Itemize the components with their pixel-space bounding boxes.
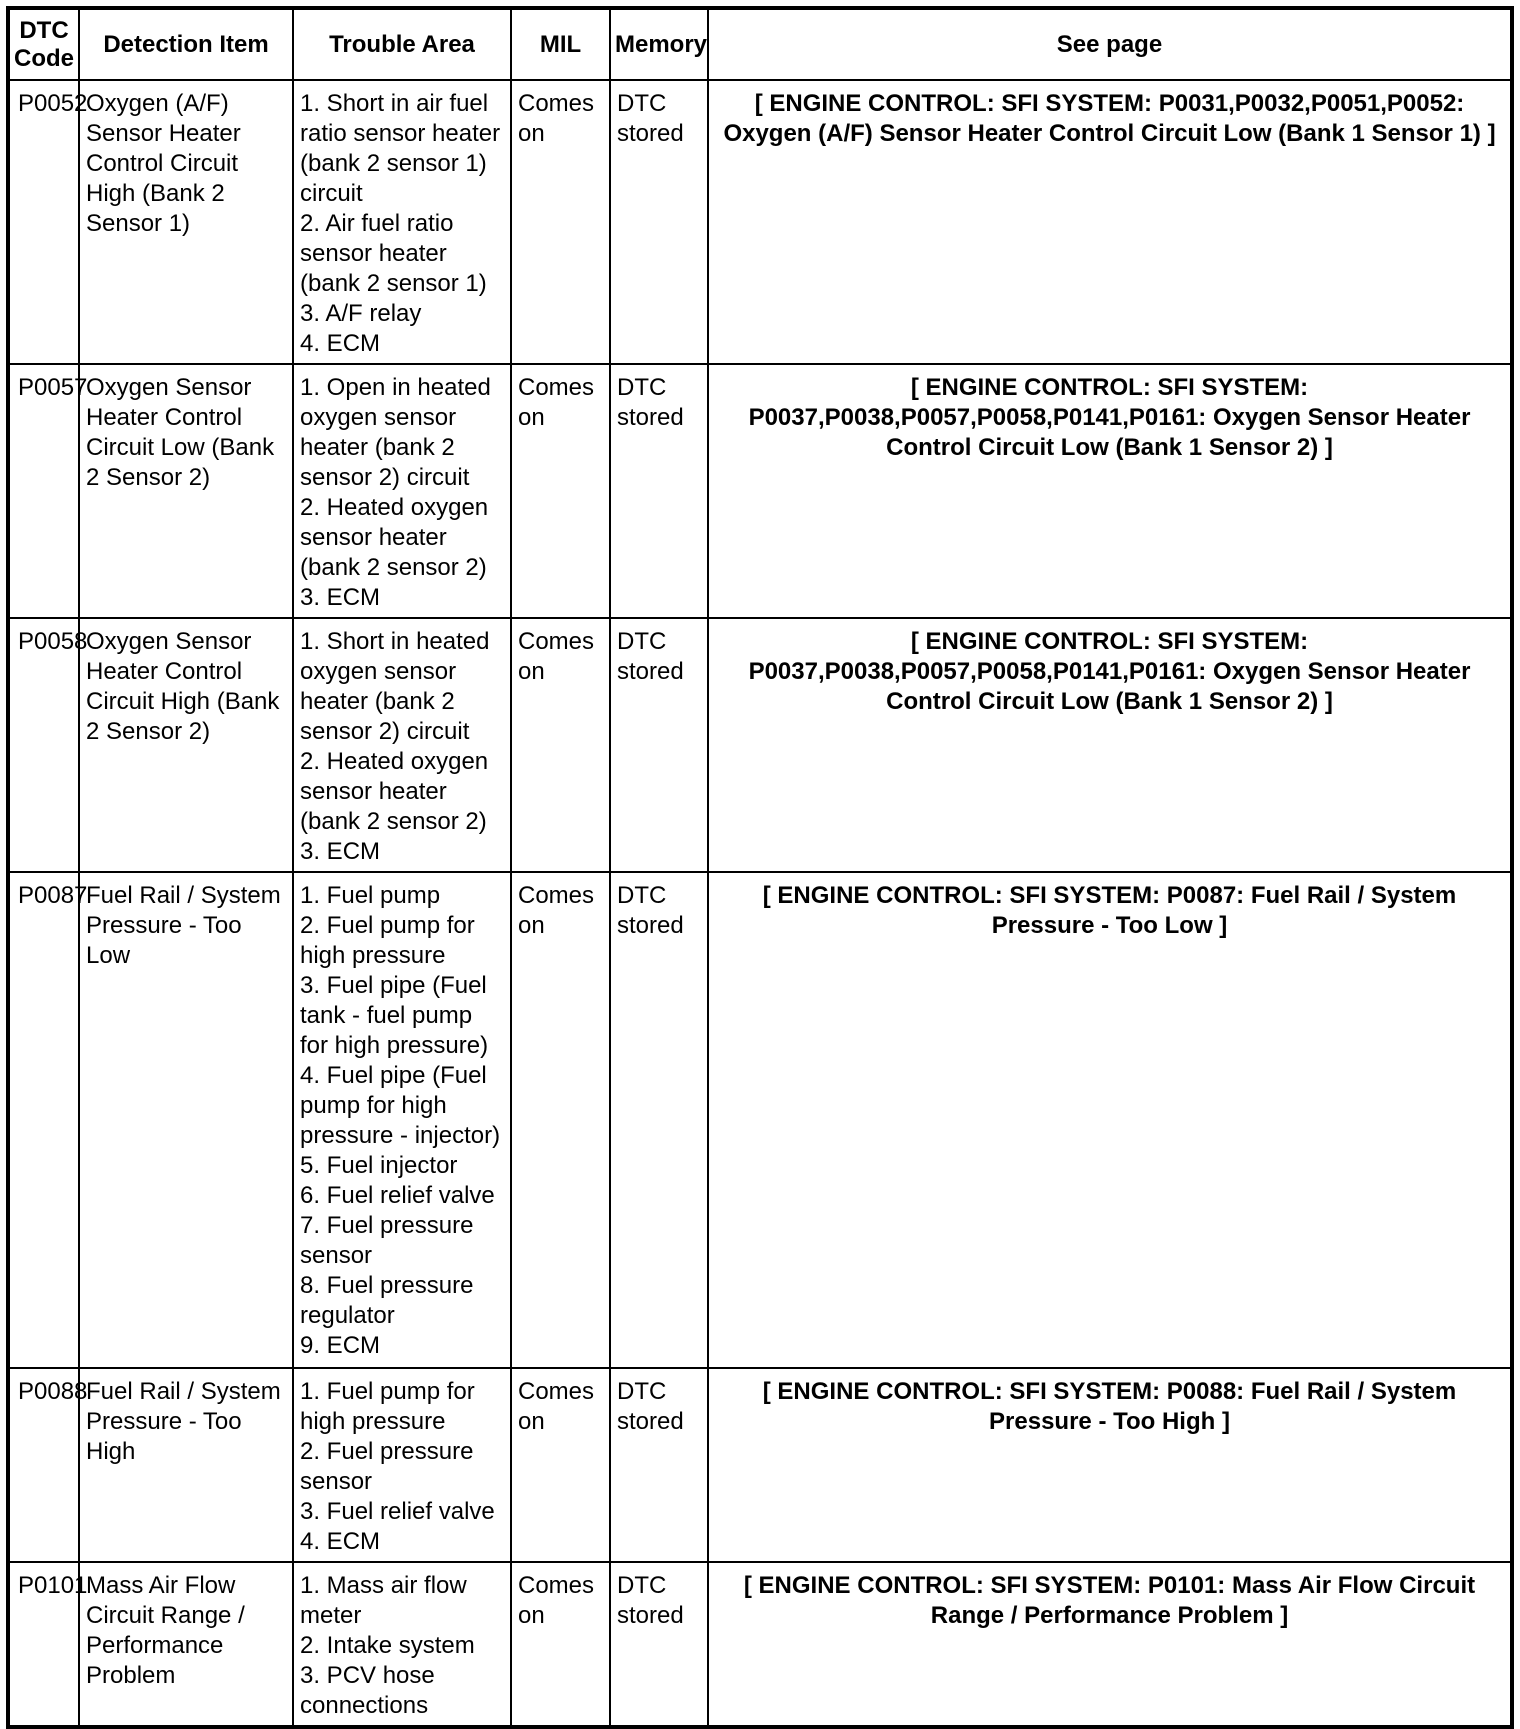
trouble-area-item: 1. Open in heated oxygen sensor heater (bank 2 sensor 2) circuit <box>300 374 491 491</box>
see-page-link[interactable]: [ ENGINE CONTROL: SFI SYSTEM: P0031,P0032,P0051,P0052: Oxygen (A/F) Sensor Heater Control Circuit Low (Bank 1 Sensor 1) ] <box>708 80 1512 364</box>
detection-item-cell: Oxygen (A/F) Sensor Heater Control Circuit High (Bank 2 Sensor 1) <box>79 80 293 364</box>
header-see-page: See page <box>708 8 1512 80</box>
mil-cell: Comes on <box>511 364 610 618</box>
header-detection-item: Detection Item <box>79 8 293 80</box>
trouble-area-item: 2. Heated oxygen sensor heater (bank 2 sensor 2) <box>300 494 489 581</box>
dtc-code-cell: P0088 <box>8 1368 79 1562</box>
header-trouble-area: Trouble Area <box>293 8 511 80</box>
trouble-area-cell <box>293 872 511 1368</box>
trouble-area-cell <box>293 1562 511 1727</box>
trouble-area-item: 2. Fuel pump for high pressure <box>300 912 475 969</box>
detection-item-cell: Oxygen Sensor Heater Control Circuit Low (Bank 2 Sensor 2) <box>79 364 293 618</box>
trouble-area-item: 1. Short in air fuel ratio sensor heater (bank 2 sensor 1) circuit <box>300 90 501 207</box>
trouble-area-item: 4. ECM <box>300 330 381 357</box>
trouble-area-cell <box>293 618 511 872</box>
trouble-area-cell <box>293 1368 511 1562</box>
mil-cell: Comes on <box>511 1562 610 1727</box>
memory-cell: DTC stored <box>610 1368 708 1562</box>
trouble-area-cell <box>293 364 511 618</box>
dtc-code-cell: P0087 <box>8 872 79 1368</box>
memory-cell: DTC stored <box>610 1562 708 1727</box>
table-row <box>8 618 1512 872</box>
table-row <box>8 80 1512 364</box>
detection-item-cell: Fuel Rail / System Pressure - Too Low <box>79 872 293 1368</box>
detection-item-cell: Mass Air Flow Circuit Range / Performance Problem <box>79 1562 293 1727</box>
see-page-link[interactable]: [ ENGINE CONTROL: SFI SYSTEM: P0037,P0038,P0057,P0058,P0141,P0161: Oxygen Sensor Heater Control Circuit Low (Bank 1 Sensor 2) ] <box>708 618 1512 872</box>
trouble-area-item: 7. Fuel pressure sensor <box>300 1212 474 1269</box>
memory-cell: DTC stored <box>610 872 708 1368</box>
trouble-area-item: 4. ECM <box>300 1528 381 1555</box>
trouble-area-item: 1. Fuel pump <box>300 882 441 909</box>
memory-cell: DTC stored <box>610 80 708 364</box>
trouble-area-item: 1. Mass air flow meter <box>300 1572 467 1629</box>
dtc-code-cell: P0101 <box>8 1562 79 1727</box>
dtc-code-cell: P0057 <box>8 364 79 618</box>
trouble-area-item: 6. Fuel relief valve <box>300 1182 495 1209</box>
mil-cell: Comes on <box>511 80 610 364</box>
mil-cell: Comes on <box>511 872 610 1368</box>
see-page-link[interactable]: [ ENGINE CONTROL: SFI SYSTEM: P0101: Mass Air Flow Circuit Range / Performance Problem ] <box>708 1562 1512 1727</box>
memory-cell: DTC stored <box>610 618 708 872</box>
dtc-code-cell: P0052 <box>8 80 79 364</box>
mil-cell: Comes on <box>511 1368 610 1562</box>
trouble-area-item: 5. Fuel injector <box>300 1152 458 1179</box>
header-dtc-code: DTC Code <box>8 8 79 80</box>
detection-item-cell: Fuel Rail / System Pressure - Too High <box>79 1368 293 1562</box>
trouble-area-item: 3. Fuel relief valve <box>300 1498 495 1525</box>
table-row <box>8 1562 1512 1727</box>
trouble-area-item: 3. ECM <box>300 838 381 865</box>
trouble-area-item: 3. A/F relay <box>300 300 422 327</box>
trouble-area-item: 1. Fuel pump for high pressure <box>300 1378 475 1435</box>
dtc-table <box>6 6 1514 1729</box>
see-page-link[interactable]: [ ENGINE CONTROL: SFI SYSTEM: P0037,P0038,P0057,P0058,P0141,P0161: Oxygen Sensor Heater Control Circuit Low (Bank 1 Sensor 2) ] <box>708 364 1512 618</box>
table-row <box>8 1368 1512 1562</box>
header-mil: MIL <box>511 8 610 80</box>
memory-cell: DTC stored <box>610 364 708 618</box>
trouble-area-item: 3. Fuel pipe (Fuel tank - fuel pump for high pressure) <box>300 972 489 1059</box>
trouble-area-item: 2. Heated oxygen sensor heater (bank 2 sensor 2) <box>300 748 489 835</box>
trouble-area-item: 2. Intake system <box>300 1632 475 1659</box>
trouble-area-cell <box>293 80 511 364</box>
trouble-area-item: 1. Short in heated oxygen sensor heater (bank 2 sensor 2) circuit <box>300 628 490 745</box>
trouble-area-item: 2. Air fuel ratio sensor heater (bank 2 sensor 1) <box>300 210 487 297</box>
trouble-area-item: 3. ECM <box>300 584 381 611</box>
trouble-area-item: 9. ECM <box>300 1332 381 1359</box>
header-row <box>8 8 1512 80</box>
trouble-area-item: 8. Fuel pressure regulator <box>300 1272 474 1329</box>
see-page-link[interactable]: [ ENGINE CONTROL: SFI SYSTEM: P0088: Fuel Rail / System Pressure - Too High ] <box>708 1368 1512 1562</box>
detection-item-cell: Oxygen Sensor Heater Control Circuit High (Bank 2 Sensor 2) <box>79 618 293 872</box>
table-row <box>8 872 1512 1368</box>
dtc-code-cell: P0058 <box>8 618 79 872</box>
trouble-area-item: 4. Fuel pipe (Fuel pump for high pressure - injector) <box>300 1062 501 1149</box>
see-page-link[interactable]: [ ENGINE CONTROL: SFI SYSTEM: P0087: Fuel Rail / System Pressure - Too Low ] <box>708 872 1512 1368</box>
header-memory: Memory <box>610 8 708 80</box>
table-row <box>8 364 1512 618</box>
trouble-area-item: 3. PCV hose connections <box>300 1662 435 1719</box>
trouble-area-item: 2. Fuel pressure sensor <box>300 1438 474 1495</box>
mil-cell: Comes on <box>511 618 610 872</box>
